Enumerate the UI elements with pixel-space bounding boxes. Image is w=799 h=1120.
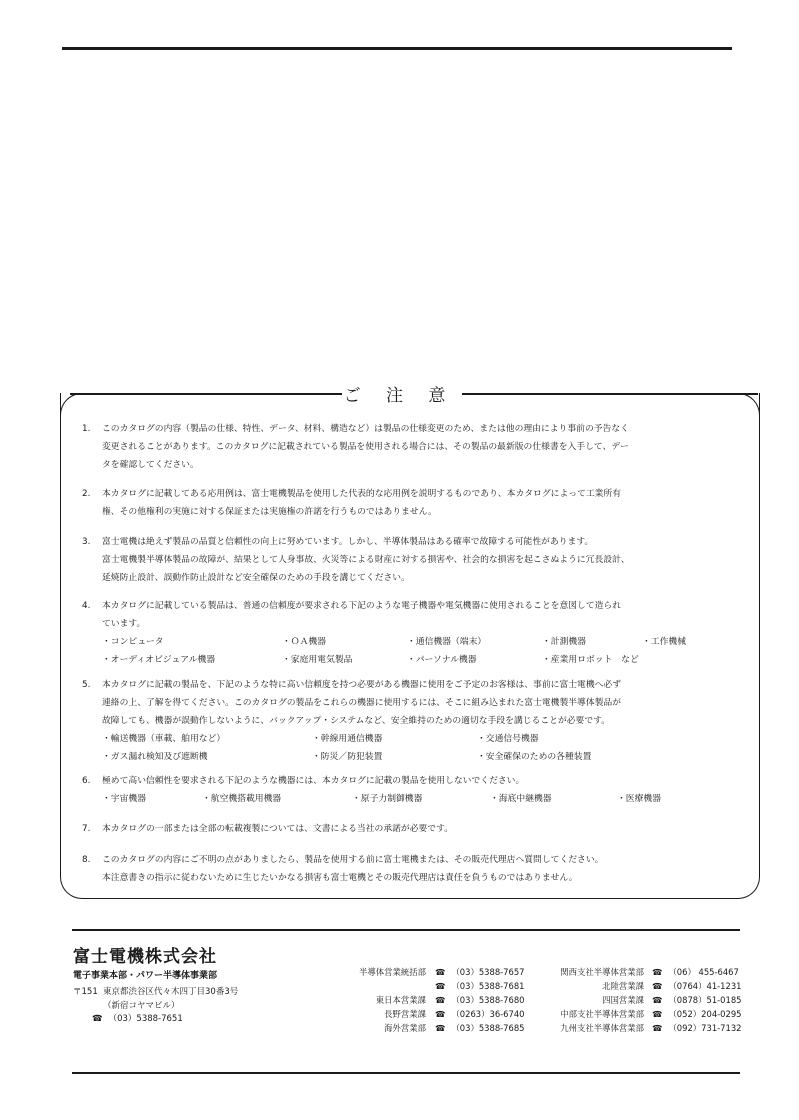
office-name: 半導体営業統括部 (359, 967, 426, 977)
office-phone: ☎ （092）731-7132 (652, 1023, 742, 1033)
example-device: ・防災／防犯装置 (312, 752, 383, 762)
notice-item-text: 本注意書きの指示に従わないために生じたいかなる損害も富士電機とその販売代理店は責任を負うものではありません。 (102, 873, 578, 883)
office-phone: ☎ （03）5388-7685 (435, 1023, 525, 1033)
footer-rule (72, 929, 740, 931)
telephone-icon: ☎ (435, 967, 446, 977)
office-name: 海外営業部 (384, 1023, 426, 1033)
office-name: 関西支社半導体営業部 (560, 967, 644, 977)
notice-item-number: 8. (82, 855, 91, 865)
telephone-icon: ☎ (435, 1009, 446, 1019)
example-device: ・原子力制御機器 (352, 794, 423, 804)
example-row (102, 633, 747, 651)
company-name: 富士電機株式会社 (73, 947, 217, 967)
example-device: ・通信機器（端末） (407, 637, 487, 647)
notice-item-text: 極めて高い信頼性を要求される下記のような機器には、本カタログに記載の製品を使用しないでください。 (102, 776, 525, 786)
telephone-icon: ☎ (435, 995, 446, 1005)
telephone-icon: ☎ (92, 1014, 103, 1024)
notice-item-text: 本カタログに記載の製品を、下記のような特に高い信頼度を持つ必要がある機器に使用をご予定のお客様は、事前に富士電機へ必ず (102, 680, 622, 690)
notice-item-text: 富士電機は絶えず製品の品質と信頼性の向上に努めています。しかし、半導体製品はある確率で故障する可能性があります。 (102, 537, 594, 547)
office-name: 長野営業課 (384, 1009, 426, 1019)
office-phone: ☎ （0764）41-1231 (652, 981, 742, 991)
notice-item-text: 延焼防止設計、誤動作防止設計など安全確保のための手段を講じてください。 (102, 573, 410, 583)
office-name: 北陸営業課 (602, 981, 644, 991)
notice-item-text: 変更されることがあります。このカタログに記載されている製品を使用される場合には、その製品の最新版の仕様書を入手して、デー (102, 442, 629, 452)
example-device: ・産業用ロボット など (542, 655, 639, 665)
notice-item-number: 7. (82, 824, 91, 834)
example-device: ・交通信号機器 (477, 734, 539, 744)
example-device: ・ガス漏れ検知及び遮断機 (102, 752, 208, 762)
example-device: ・海底中継機器 (490, 794, 552, 804)
example-device: ・コンピュータ (102, 637, 164, 647)
office-phone: ☎ （0263）36-6740 (435, 1009, 525, 1019)
example-row (102, 748, 747, 766)
telephone-icon: ☎ (435, 981, 446, 991)
notice-item-number: 5. (82, 680, 91, 690)
example-row (102, 790, 747, 808)
telephone-icon: ☎ (652, 967, 663, 977)
notice-item-text: 本カタログに記載してある応用例は、富士電機製品を使用した代表的な応用例を説明するものであり、本カタログによって工業所有 (102, 489, 622, 499)
office-name: 中部支社半導体営業部 (560, 1009, 644, 1019)
notice-item-text: 故障しても、機器が誤動作しないように、バックアップ・システムなど、安全維持のための適切な手段を講じることが必要です。 (102, 716, 611, 726)
notice-item-text: 連絡の上、了解を得てください。このカタログの製品をこれらの機器に使用するには、そこに組み込まれた富士電機製半導体製品が (102, 698, 622, 708)
street-address: 東京都渋谷区代々木四丁目30番3号 (103, 987, 239, 997)
office-name: 四国営業課 (602, 995, 644, 1005)
notice-title: ご 注 意 (343, 386, 456, 406)
example-device: ・安全確保のための各種装置 (477, 752, 592, 762)
example-device: ・オーディオビジュアル機器 (102, 655, 216, 665)
notice-item-text: このカタログの内容（製品の仕様、特性、データ、材料、構造など）は製品の仕様変更のため、または他の理由により事前の予告なく (102, 424, 629, 434)
notice-item-text: 権、その他権利の実施に対する保証または実施権の許諾を行うものではありません。 (102, 507, 437, 517)
example-row (102, 651, 747, 669)
example-device: ・幹線用通信機器 (312, 734, 383, 744)
notice-item-number: 2. (82, 489, 91, 499)
notice-item-text: 本カタログの一部または全部の転載複製については、文書による当社の承諾が必要です。 (102, 824, 453, 834)
building-name: （新宿コヤマビル） (103, 1001, 180, 1011)
telephone-icon: ☎ (435, 1023, 446, 1033)
example-device: ・医療機器 (617, 794, 661, 804)
office-phone: ☎ （052）204-0295 (652, 1009, 742, 1019)
phone-number: （03）5388-7651 (108, 1014, 183, 1024)
example-device: ・計測機器 (542, 637, 586, 647)
example-device: ・航空機搭載用機器 (202, 794, 282, 804)
telephone-icon: ☎ (652, 1023, 663, 1033)
office-phone: ☎ （03）5388-7680 (435, 995, 525, 1005)
telephone-icon: ☎ (652, 1009, 663, 1019)
footer-rule (72, 1072, 740, 1074)
example-device: ・家庭用電気製品 (282, 655, 353, 665)
top-rule (62, 47, 732, 50)
notice-item-text: 本カタログに記載している製品は、普通の信頼度が要求される下記のような電子機器や電気機器に使用されることを意図して造られ (102, 601, 622, 611)
notice-item-text: このカタログの内容にご不明の点がありましたら、製品を使用する前に富士電機または、その販売代理店へ質問してください。 (102, 855, 604, 865)
office-name: 東日本営業課 (375, 995, 426, 1005)
office-phone: ☎ （06） 455-6467 (652, 967, 739, 977)
notice-item-text: タを確認してください。 (102, 460, 199, 470)
notice-item-number: 4. (82, 601, 91, 611)
notice-item-number: 1. (82, 424, 91, 434)
postal-code: 〒151 (73, 987, 98, 997)
example-device: ・宇宙機器 (102, 794, 146, 804)
notice-item-number: 6. (82, 776, 91, 786)
telephone-icon: ☎ (652, 995, 663, 1005)
telephone-icon: ☎ (652, 981, 663, 991)
office-name: 九州支社半導体営業部 (560, 1023, 644, 1033)
example-device: ・ＯＡ機器 (282, 637, 326, 647)
hq-phone (92, 1012, 183, 1024)
example-device: ・工作機械 (642, 637, 686, 647)
example-device: ・パーソナル機器 (407, 655, 477, 665)
example-device: ・輸送機器（車載、舶用など） (102, 734, 226, 744)
office-phone: ☎ （03）5388-7657 (435, 967, 525, 977)
example-row (102, 730, 747, 748)
notice-item-text: ています。 (102, 619, 146, 629)
notice-item-text: 富士電機製半導体製品の故障が、結果として人身事故、火災等による財産に対する損害や、社会的な損害を起こさぬように冗長設計、 (102, 555, 630, 565)
division-name: 電子事業本部・パワー半導体事業部 (73, 971, 218, 981)
office-phone: ☎ （0878）51-0185 (652, 995, 742, 1005)
office-phone: ☎ （03）5388-7681 (435, 981, 525, 991)
notice-item-number: 3. (82, 537, 91, 547)
